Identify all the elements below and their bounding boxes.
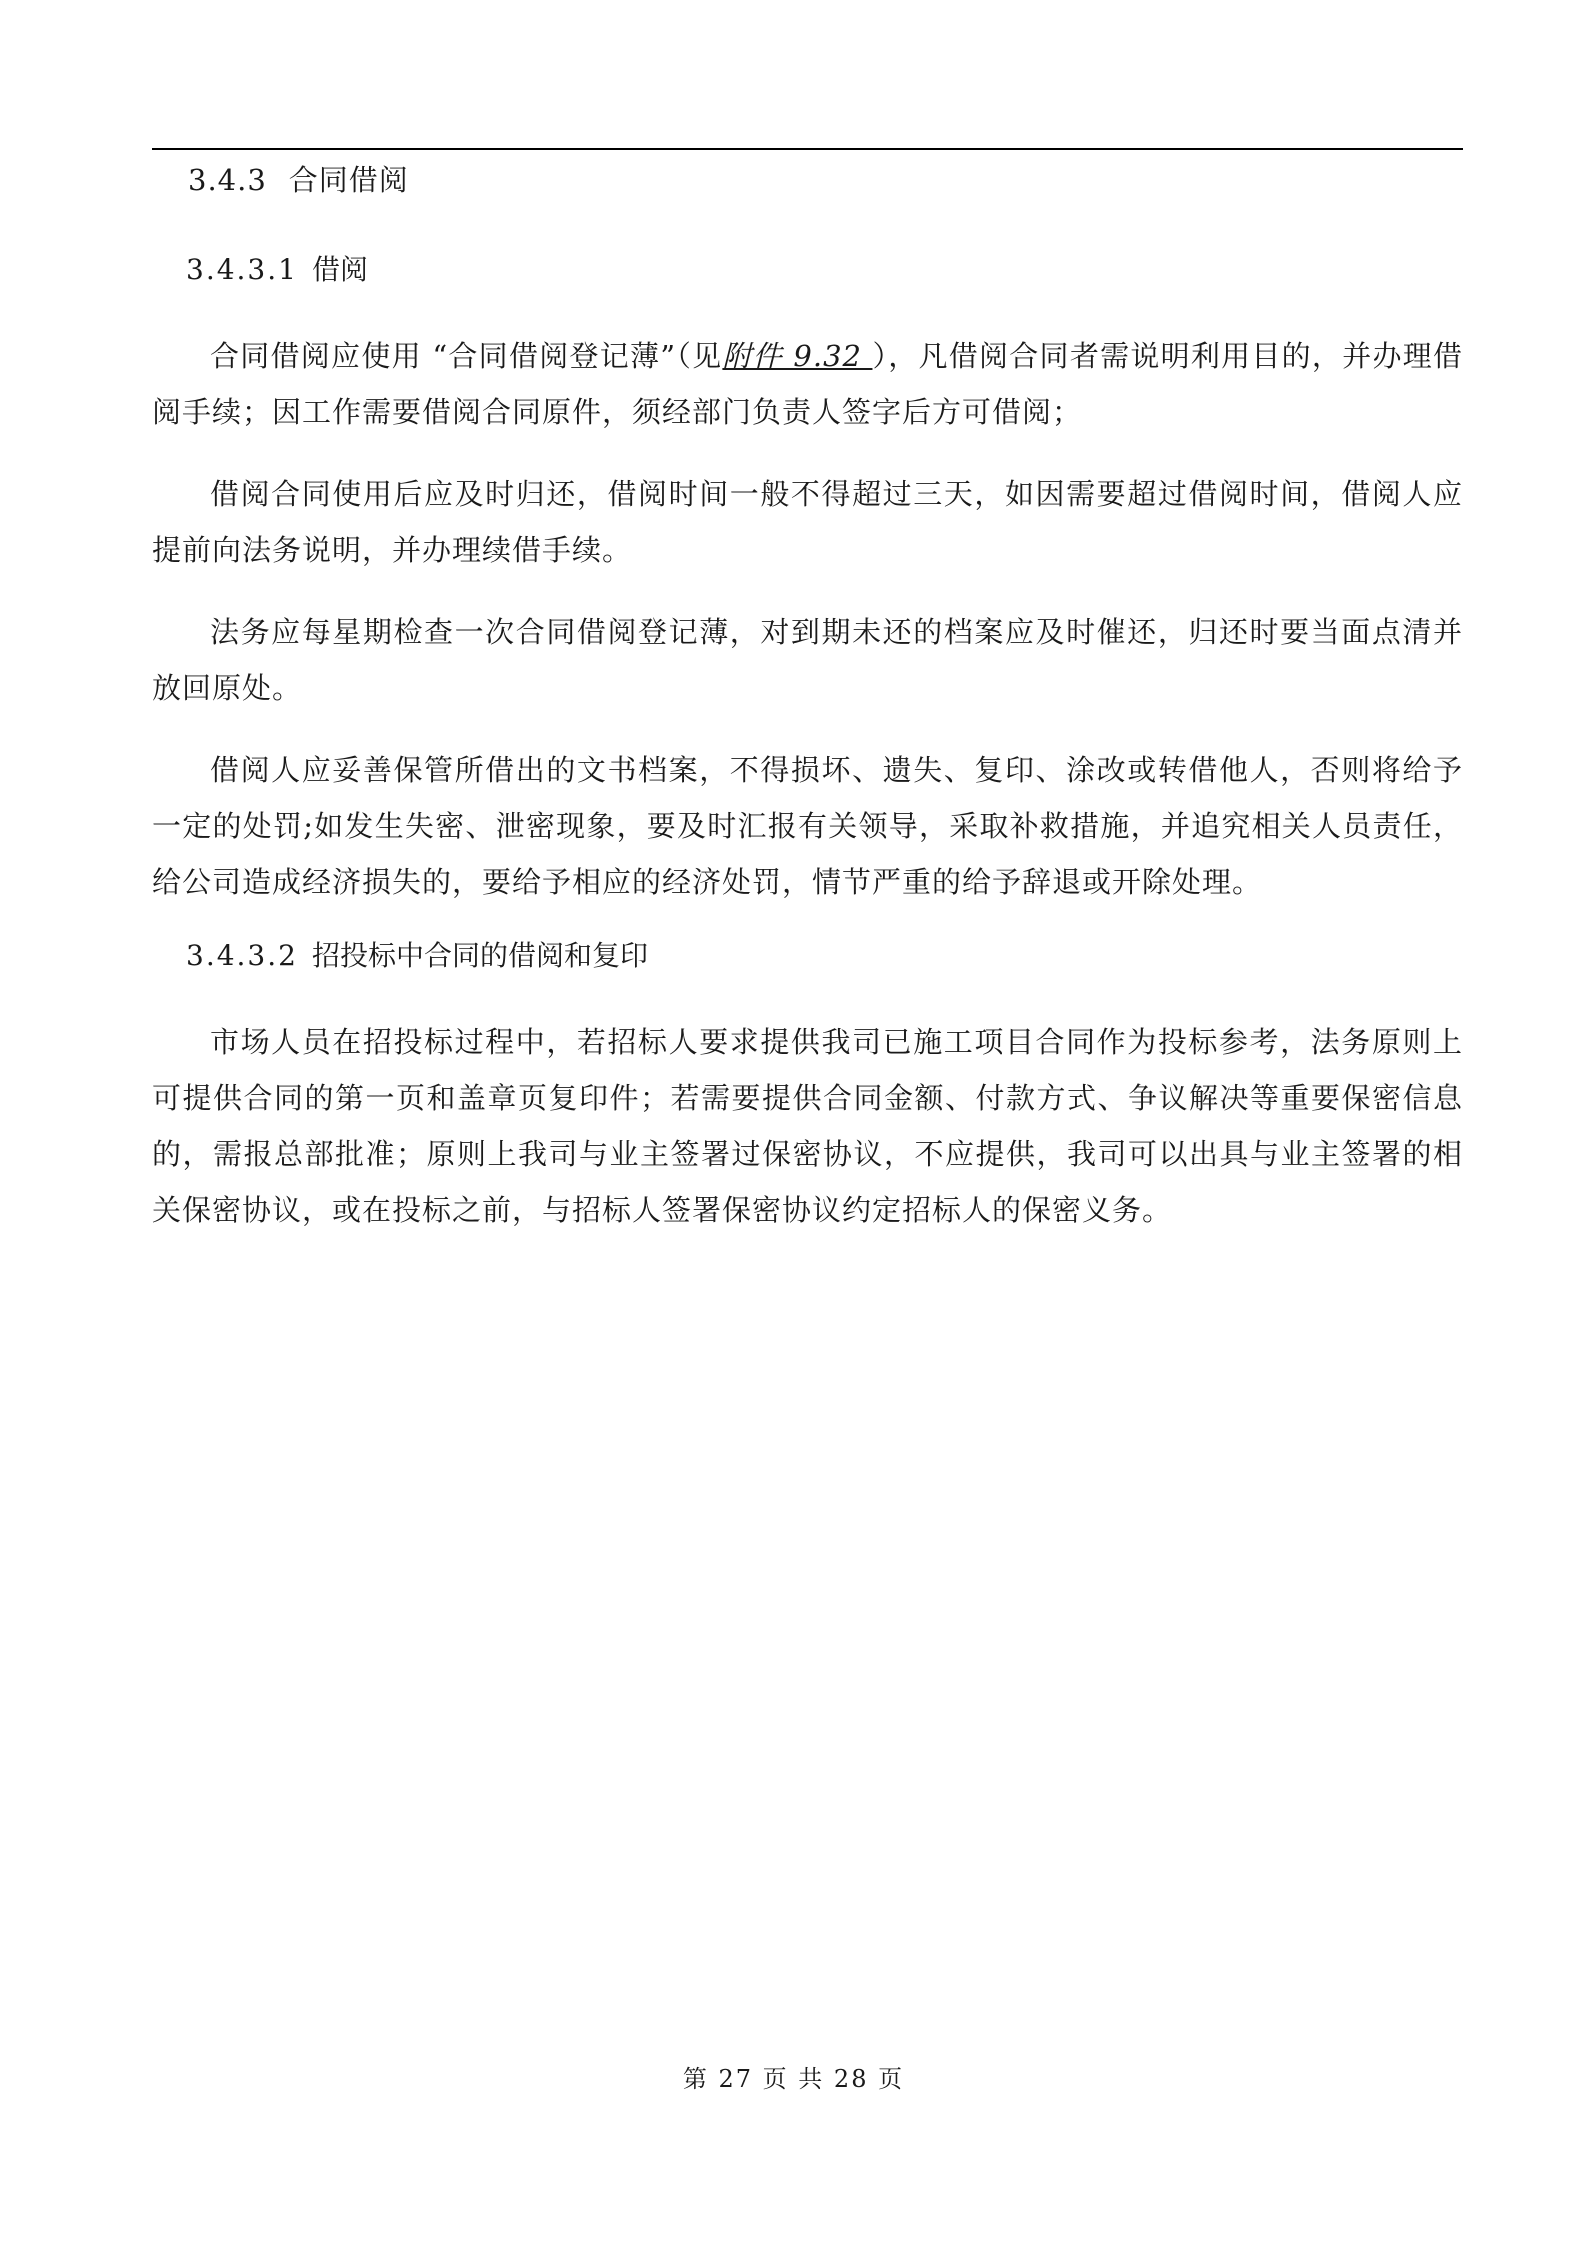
header-rule [152,148,1463,150]
subsection-number-1: 3.4.3.1 [186,253,298,286]
section-number: 3.4.3 [188,163,267,197]
subsection-title-2: 招投标中合同的借阅和复印 [311,939,648,972]
subsection-heading-1 [186,250,368,290]
paragraph-1-before: 合同借阅应使用 “合同借阅登记薄”（见 [210,339,723,373]
paragraph-borrow-usage [152,328,1463,440]
appendix-link[interactable]: 附件 9.32 [722,339,873,373]
paragraph-1-after: ），凡借阅合同者需说明利用目的，并办理借阅手续；因工作需要借阅合同原件，须经部门负责人签字后方可借阅； [152,339,1463,429]
subsection-title-1: 借阅 [311,253,368,286]
subsection-number-2: 3.4.3.2 [186,939,298,972]
paragraph-weekly-check: 法务应每星期检查一次合同借阅登记薄，对到期未还的档案应及时催还，归还时要当面点清并放回原处。 [152,615,1463,705]
paragraph-return-time: 借阅合同使用后应及时归还，借阅时间一般不得超过三天，如因需要超过借阅时间，借阅人应提前向法务说明，并办理续借手续。 [152,477,1463,567]
subsection-heading-2 [186,936,648,976]
page-footer: 第 27 页 共 28 页 [682,2065,905,2093]
section-title: 合同借阅 [288,163,409,197]
section-heading [188,160,409,200]
paragraph-tender-copy: 市场人员在招投标过程中，若招标人要求提供我司已施工项目合同作为投标参考，法务原则上可提供合同的第一页和盖章页复印件；若需要提供合同金额、付款方式、争议解决等重要保密信息的，需报总部批准；原则上我司与业主签署过保密协议，不应提供，我司可以出具与业主签署的相关保密协议，或在投标之前，与招标人签署保密协议约定招标人的保密义务。 [152,1025,1463,1227]
paragraph-custody-penalty: 借阅人应妥善保管所借出的文书档案，不得损坏、遗失、复印、涂改或转借他人，否则将给予一定的处罚;如发生失密、泄密现象，要及时汇报有关领导，采取补救措施，并追究相关人员责任，给公司造成经济损失的，要给予相应的经济处罚，情节严重的给予辞退或开除处理。 [152,753,1463,899]
